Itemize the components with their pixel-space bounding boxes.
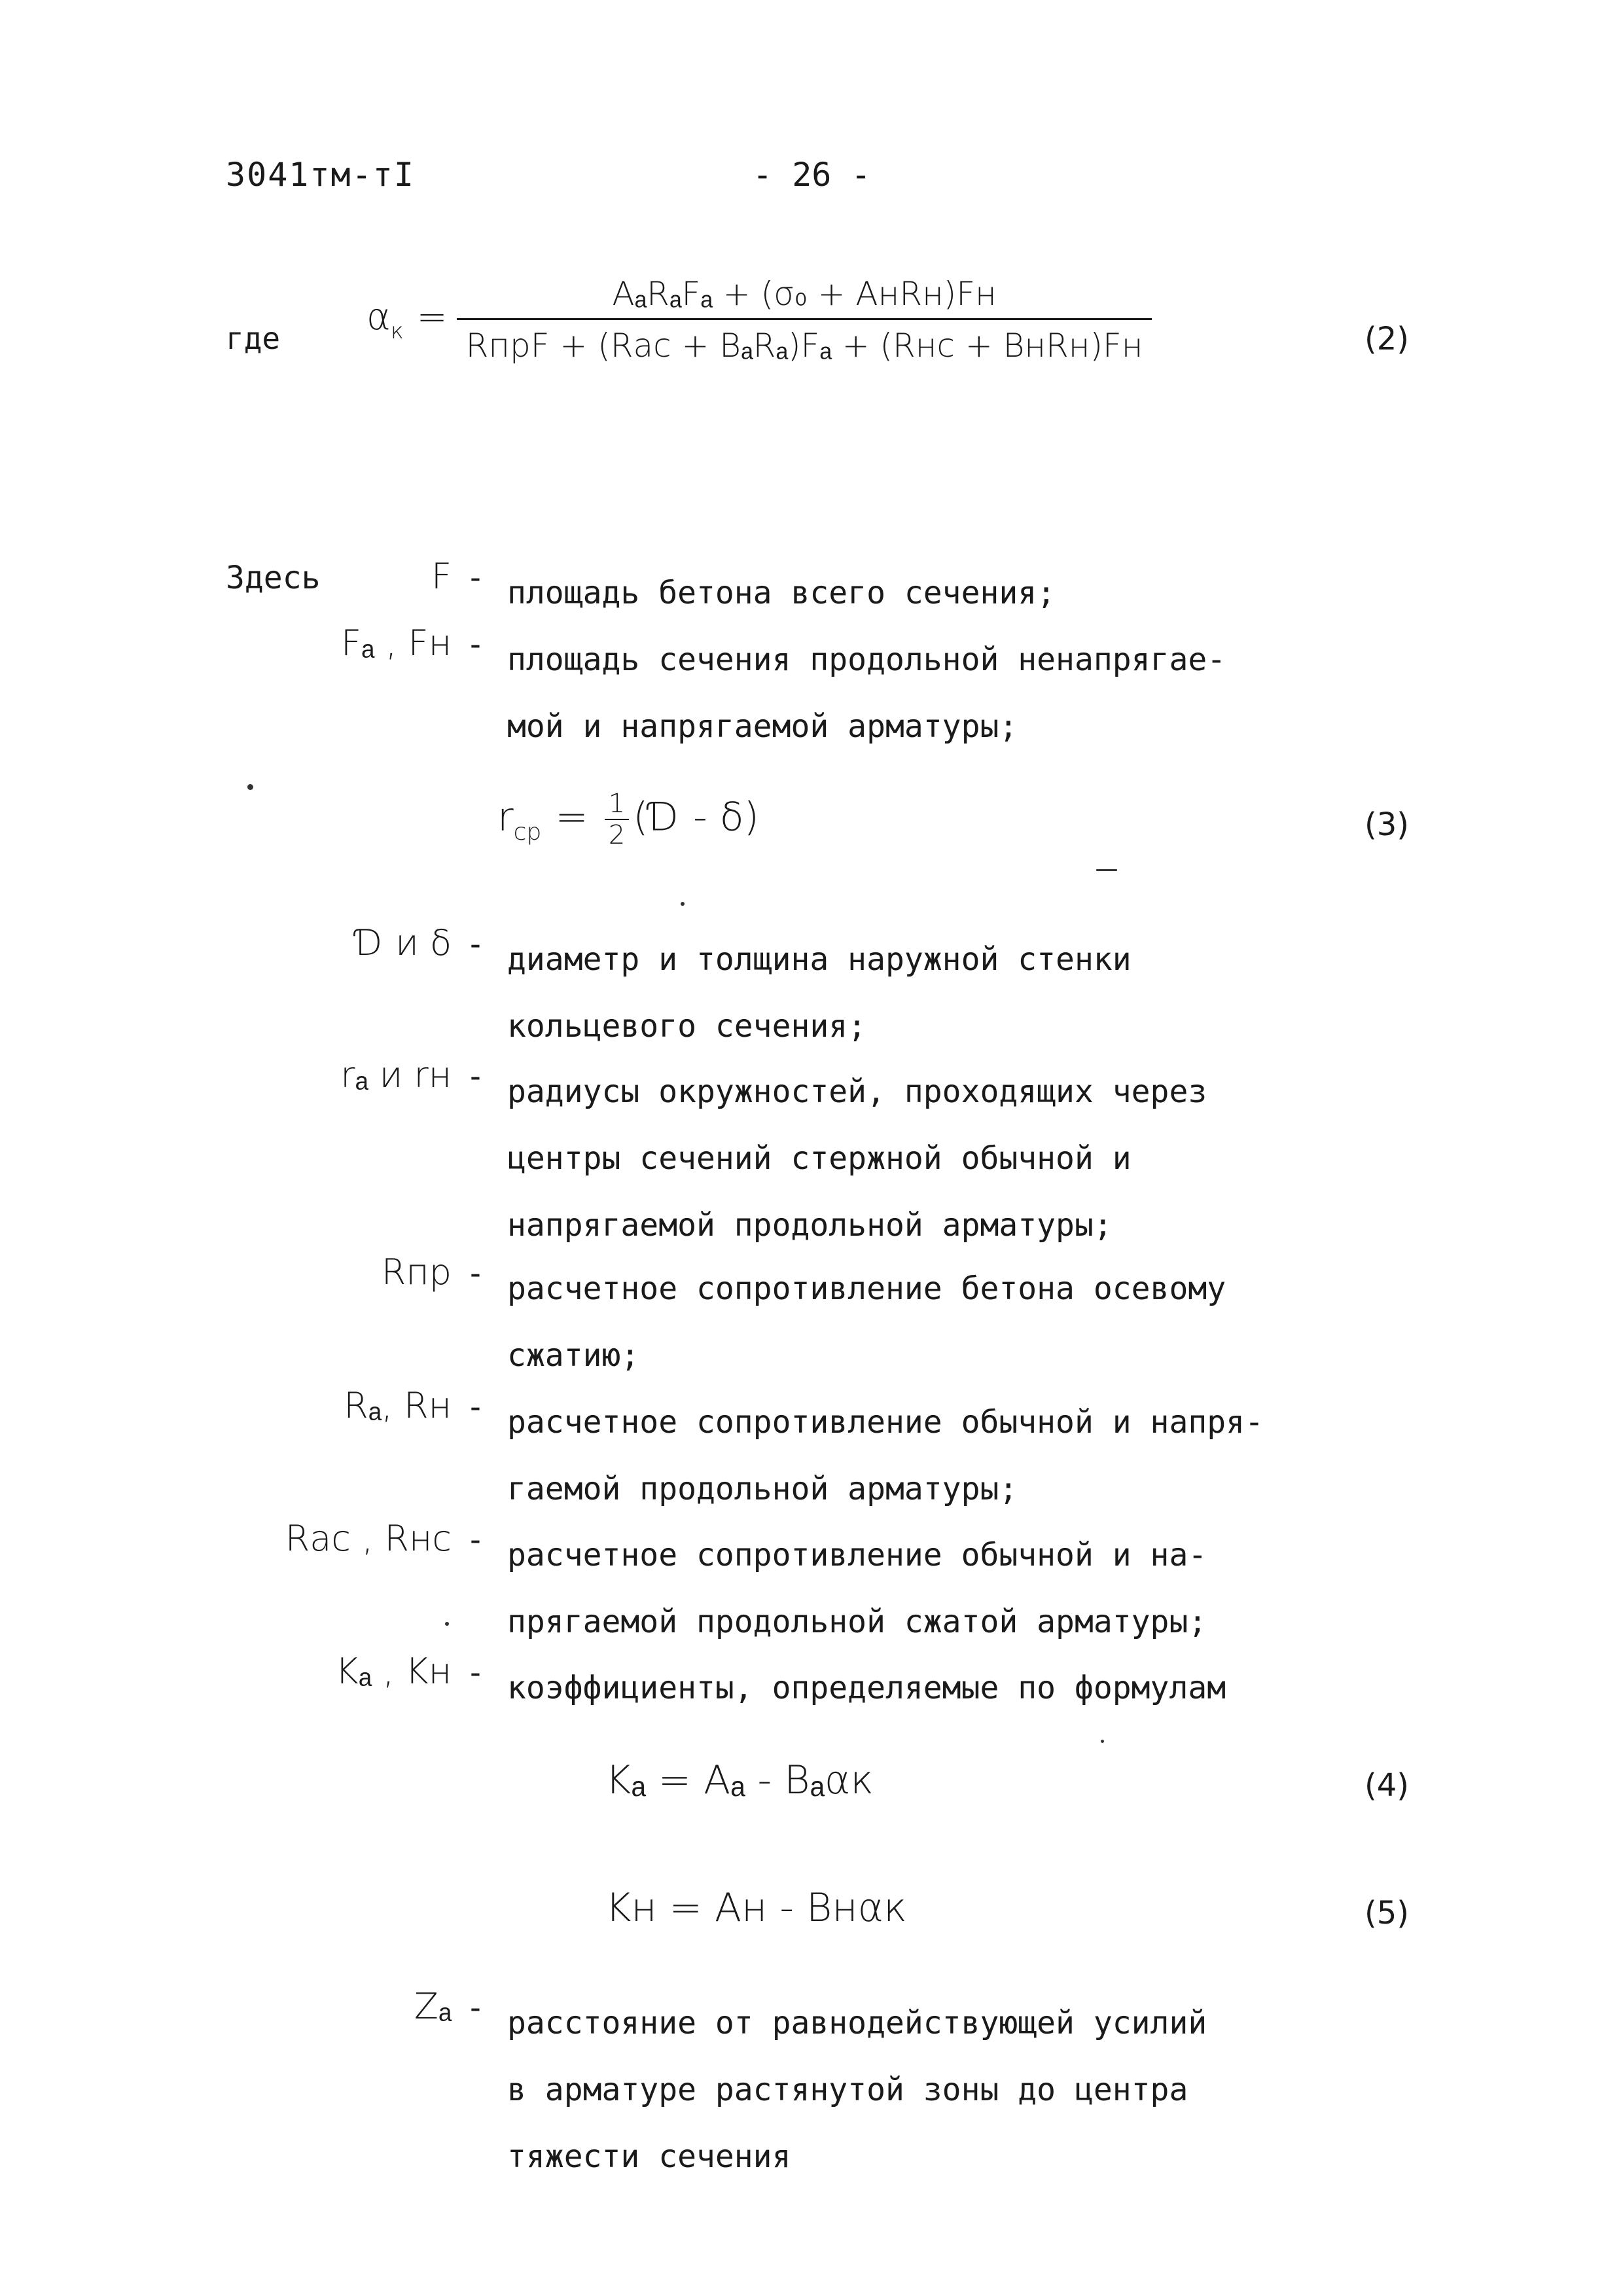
definition-dash: -	[466, 926, 485, 963]
definition-text: радиусы окружностей, проходящих через центры сечений стержной обычной и напрягаемой продольной арматуры;	[507, 1073, 1207, 1244]
formula-2-lhs: $\alpha_к$ =	[366, 296, 448, 344]
definition-dash: -	[466, 1522, 485, 1558]
definition-text: коэффициенты, определяемые по формулам	[507, 1670, 1226, 1706]
where-label: где	[226, 321, 281, 356]
definition-dash: -	[466, 626, 485, 663]
definition-dash: -	[466, 1389, 485, 1426]
definition-text: расчетное сопротивление обычной и на- прягаемой продольной сжатой арматуры;	[507, 1537, 1207, 1640]
definition-text: диаметр и толщина наружной стенки кольцевого сечения;	[507, 941, 1132, 1045]
formula-2-numerator: AₐRₐFₐ + (σ₀ + AнRн)Fн	[612, 275, 997, 313]
definition-dash: -	[466, 1255, 485, 1292]
formula-3: $r_{ср}$ = $\frac{1}{2}$ (Ɗ - δ)	[497, 789, 759, 850]
definition-symbol: Ɗ и δ	[355, 922, 452, 963]
definition-intro: Здесь	[226, 560, 321, 596]
definition-symbol: Kₐ , Kн	[335, 1651, 452, 1692]
scan-speck	[445, 1622, 449, 1626]
page-number: - 26 -	[753, 156, 871, 194]
formula-5: Kн = Aн - Bнαк	[605, 1885, 907, 1931]
definition-text: расчетное сопротивление бетона осевому сжатию;	[507, 1270, 1226, 1374]
scan-speck	[247, 784, 253, 790]
formula-4: Kₐ = Aₐ - Bₐαк	[605, 1757, 874, 1803]
formula-2-denominator: RпрF + (Rас + BₐRₐ)Fₐ + (Rнс + BнRн)Fн	[457, 318, 1152, 365]
formula-5-number: (5)	[1364, 1895, 1409, 1931]
document-code: 3041тм-тI	[226, 156, 415, 194]
definition-symbol: Rас , Rнс	[285, 1518, 452, 1559]
definition-dash: -	[466, 1655, 485, 1691]
definition-text: площадь сечения продольной ненапрягае- мой и напрягаемой арматуры;	[507, 641, 1226, 745]
formula-3-number: (3)	[1364, 806, 1409, 843]
definition-dash: -	[466, 560, 485, 596]
one-half: $\frac{1}{2}$	[605, 789, 629, 850]
definition-dash: -	[466, 1058, 485, 1095]
formula-4-number: (4)	[1364, 1767, 1409, 1804]
definition-text: площадь бетона всего сечения;	[507, 575, 1056, 611]
definition-symbol: Rпр	[381, 1251, 452, 1293]
definition-text: расстояние от равнодействующей усилий в арматуре растянутой зоны до центра тяжести сечения	[507, 2005, 1207, 2175]
formula-2	[366, 275, 1152, 365]
definition-symbol: Zₐ	[414, 1986, 452, 2027]
definition-symbol: Fₐ , Fн	[340, 622, 452, 664]
definition-dash: -	[466, 1990, 485, 2026]
definition-symbol: F	[431, 556, 452, 597]
formula-2-number: (2)	[1364, 321, 1409, 357]
scan-speck	[681, 902, 685, 906]
definition-text: расчетное сопротивление обычной и напря- гаемой продольной арматуры;	[507, 1404, 1264, 1507]
formula-2-fraction	[457, 275, 1152, 365]
scan-speck	[1101, 1740, 1104, 1743]
definition-symbol: Rₐ, Rн	[344, 1385, 452, 1426]
definition-symbol: rₐ и rн	[340, 1054, 452, 1096]
scan-speck	[1096, 869, 1117, 871]
